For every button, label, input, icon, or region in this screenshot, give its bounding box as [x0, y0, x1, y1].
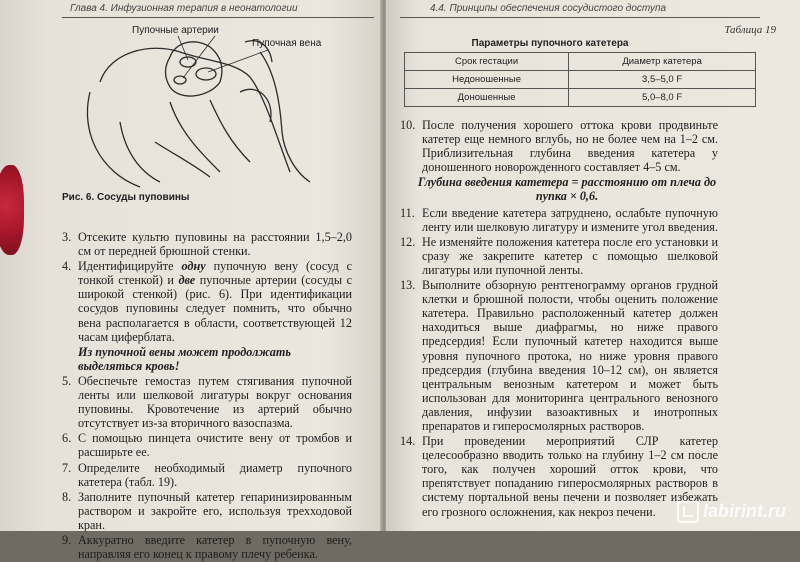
- table-header-cell: Срок гестации: [405, 53, 569, 71]
- step-5: [62, 374, 352, 430]
- left-page: [0, 0, 382, 562]
- step-number: 14.: [400, 434, 416, 449]
- step-6: [62, 431, 352, 459]
- step-8: [62, 490, 352, 532]
- step-7: [62, 461, 352, 489]
- step-number: 3.: [62, 230, 72, 244]
- step-11: [400, 206, 718, 234]
- step-10: [400, 118, 718, 174]
- table-row: [405, 71, 756, 89]
- labirint-logo-icon: [677, 501, 699, 523]
- step-12: [400, 235, 718, 277]
- step-number: 10.: [400, 118, 416, 132]
- watermark-text: labirint.ru: [702, 500, 786, 521]
- left-head-rule: [62, 17, 374, 18]
- step-text: При проведении мероприятий СЛР катетер целесообразно вводить только на глубину 1–2 см после того, как получен хороший отток крови, что препятствует попаданию гиперосмолярных растворов в систему портальной вены печени и позволяет избежать его грозного осложнения, как некроз печени.: [422, 434, 718, 519]
- table-header-cell: Диаметр катетера: [569, 53, 756, 71]
- table-cell: 5,0–8,0 F: [569, 89, 756, 107]
- step-emphasis: две: [178, 273, 196, 288]
- figure-caption: Рис. 6. Сосуды пуповины: [62, 192, 190, 203]
- step-14: [400, 434, 718, 519]
- label-umbilical-arteries: Пупочные артерии: [132, 25, 219, 36]
- step-text: Заполните пупочный катетер гепаринизированным раствором и закройте его, используя трехходовой кран.: [78, 489, 352, 532]
- step-text: Идентифицируйте: [78, 259, 182, 274]
- catheter-table: [404, 52, 756, 107]
- step-text: Выполните обзорную рентгенограмму органов грудной клетки и брюшной полости, чтобы оценить положение катетера. Правильно расположенный катетер должен находиться выше диафрагмы, но ниже правого предсердия! Если пупочный катетер находится выше уровня пупочного протока, но ниже уровня правого предсердия (глубина введения 10–12 см), он является центральным венозным катетером и может быть использован для мониторинга центрального венозного давления, инфузии вазоактивных и инотропных препаратов и гиперосмолярных растворов.: [422, 278, 718, 433]
- step-number: 7.: [62, 460, 72, 475]
- table-title: Параметры пупочного катетера: [471, 38, 629, 49]
- step-text: пупочную вену (сосуд с тонкой стенкой) и: [78, 259, 353, 288]
- step-text: Аккуратно введите катетер в пупочную вену, направляя его конец к правому плечу ребенка.: [78, 532, 352, 562]
- step-text: Определите необходимый диаметр пупочного катетера (табл. 19).: [78, 460, 352, 489]
- step-number: 8.: [62, 489, 72, 504]
- site-watermark: [677, 501, 786, 523]
- right-running-head: 4.4. Принципы обеспечения сосудистого доступа: [430, 3, 667, 14]
- step-number: 6.: [62, 431, 72, 446]
- step-number: 13.: [400, 278, 416, 293]
- step-number: 5.: [62, 373, 72, 388]
- step-4: [62, 259, 352, 344]
- step-text: пупочные артерии (сосуды с широкой стенкой) (рис. 6). При идентификации сосудов пуповины следует помнить, что обычно вена располагается в области, соответствующей 12 часам циферблата.: [78, 273, 352, 344]
- step-3: [62, 230, 352, 258]
- step-13: [400, 278, 718, 433]
- finger: [0, 165, 24, 255]
- right-steps: [400, 118, 718, 520]
- step-text: Не изменяйте положения катетера после его установки и сразу же закрепите катетер с помощью шелковой лигатуры или пупочной ленты.: [422, 234, 718, 277]
- step-number: 12.: [400, 234, 416, 249]
- bleeding-warning: Из пупочной вены может продолжать выделяться кровь!: [78, 344, 291, 373]
- step-number: 4.: [62, 259, 72, 274]
- label-umbilical-vein: Пупочная вена: [252, 38, 322, 49]
- step-emphasis: одну: [181, 259, 206, 274]
- step-text: Обеспечьте гемостаз путем стягивания пупочной ленты или шелковой лигатуры вокруг основания пуповины. Кровотечение из артерий обычно отсутствует из-за вторичного вазоспазма.: [78, 373, 352, 431]
- step-text: С помощью пинцета очистите вену от тромбов и расширьте ее.: [78, 431, 352, 460]
- depth-formula: Глубина введения катетера = расстоянию от плеча до пупка × 0,6.: [417, 175, 717, 204]
- step-number: 9.: [62, 532, 72, 547]
- left-running-head: Глава 4. Инфузионная терапия в неонатологии: [70, 3, 298, 14]
- right-head-rule: [400, 17, 760, 18]
- table-row: [405, 89, 756, 107]
- left-steps: [62, 230, 352, 562]
- table-cell: 3,5–5,0 F: [569, 71, 756, 89]
- step-text: Если введение катетера затруднено, ослабьте пупочную ленту или шелковую лигатуру и измените угол введения.: [422, 205, 718, 234]
- step-text: Отсеките культю пуповины на расстоянии 1,5–2,0 см от передней брюшной стенки.: [78, 230, 352, 259]
- step-number: 11.: [400, 205, 415, 220]
- umbilical-figure: [60, 22, 370, 190]
- table-number: Таблица 19: [724, 24, 776, 36]
- table-cell: Доношенные: [405, 89, 569, 107]
- table-header-row: [405, 53, 756, 71]
- umbilical-cord-illustration: [60, 22, 370, 190]
- table-cell: Недоношенные: [405, 71, 569, 89]
- step-9: [62, 533, 352, 561]
- step-text: После получения хорошего оттока крови продвиньте катетер еще немного вглубь, но не более чем на 1–2 см. Приблизительная глубина введения катетера у доношенного новорожденного составляет 4–5 см.: [422, 118, 718, 175]
